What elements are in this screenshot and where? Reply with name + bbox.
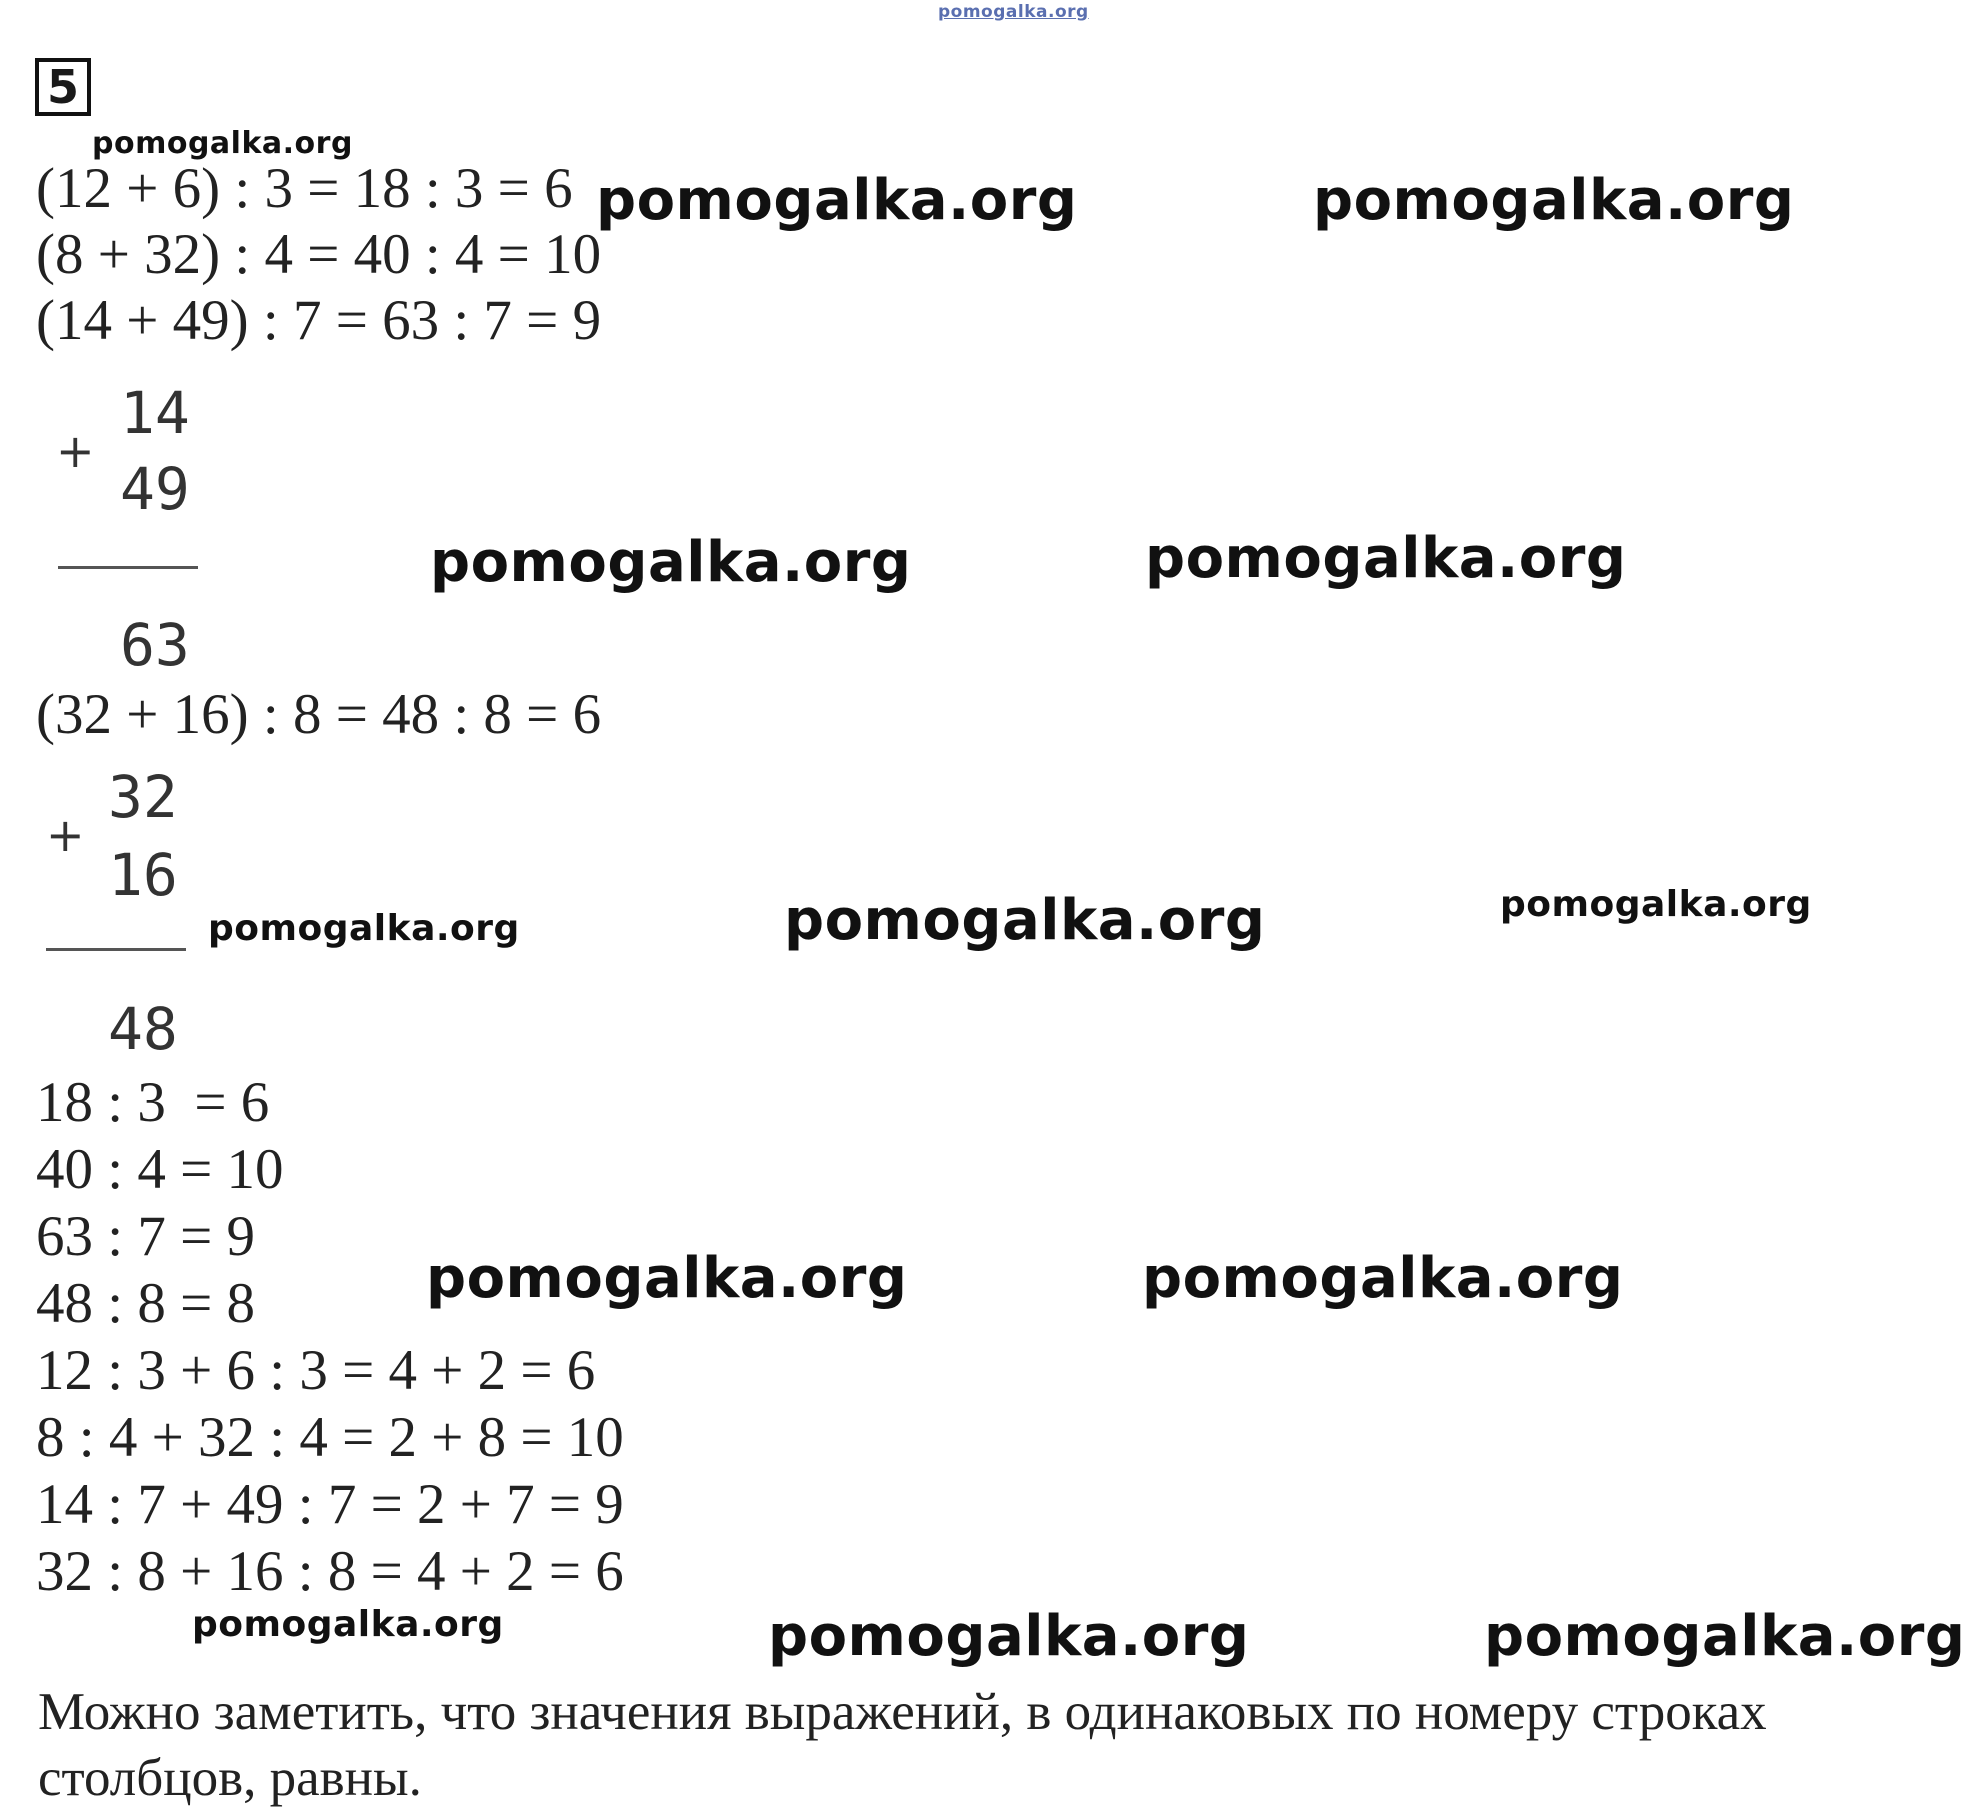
watermark: pomogalka.org bbox=[784, 888, 1266, 953]
watermark: pomogalka.org bbox=[1145, 526, 1627, 591]
watermark: pomogalka.org bbox=[1500, 884, 1812, 925]
expression-line: 8 : 4 + 32 : 4 = 2 + 8 = 10 bbox=[36, 1406, 624, 1469]
expression-line: (8 + 32) : 4 = 40 : 4 = 10 bbox=[36, 223, 602, 286]
plus-sign: + bbox=[46, 808, 85, 862]
expression-line: 48 : 8 = 8 bbox=[36, 1272, 255, 1335]
conclusion-line: Можно заметить, что значения выражений, в одинаковых по номеру строках bbox=[38, 1683, 1767, 1741]
conclusion-line: столбцов, равны. bbox=[38, 1749, 422, 1807]
addition-line bbox=[58, 566, 198, 569]
expression-line: (12 + 6) : 3 = 18 : 3 = 6 bbox=[36, 157, 573, 220]
watermark: pomogalka.org bbox=[1142, 1246, 1624, 1311]
watermark: pomogalka.org bbox=[92, 126, 353, 161]
problem-number: 5 bbox=[35, 58, 91, 116]
addition-result: 63 bbox=[120, 611, 190, 679]
watermark: pomogalka.org bbox=[1313, 168, 1795, 233]
watermark: pomogalka.org bbox=[192, 1604, 504, 1645]
addition-line bbox=[46, 948, 186, 951]
expression-line: 32 : 8 + 16 : 8 = 4 + 2 = 6 bbox=[36, 1540, 624, 1603]
addend-bottom: 49 bbox=[120, 455, 190, 523]
addend-top: 14 bbox=[120, 379, 190, 447]
addend-bottom: 16 bbox=[108, 841, 178, 909]
expression-line: 12 : 3 + 6 : 3 = 4 + 2 = 6 bbox=[36, 1339, 596, 1402]
expression-line: (14 + 49) : 7 = 63 : 7 = 9 bbox=[36, 289, 602, 352]
watermark: pomogalka.org bbox=[768, 1604, 1250, 1669]
watermark: pomogalka.org bbox=[208, 908, 520, 949]
expression-line: (32 + 16) : 8 = 48 : 8 = 6 bbox=[36, 683, 602, 746]
expression-line: 63 : 7 = 9 bbox=[36, 1205, 255, 1268]
watermark: pomogalka.org bbox=[596, 168, 1078, 233]
expression-line: 40 : 4 = 10 bbox=[36, 1138, 284, 1201]
expression-line: 14 : 7 + 49 : 7 = 2 + 7 = 9 bbox=[36, 1473, 624, 1536]
watermark-top: pomogalka.org bbox=[938, 2, 1089, 22]
watermark: pomogalka.org bbox=[1484, 1604, 1966, 1669]
expression-line: 18 : 3 = 6 bbox=[36, 1071, 270, 1134]
addend-top: 32 bbox=[108, 763, 178, 831]
plus-sign: + bbox=[56, 424, 95, 478]
watermark: pomogalka.org bbox=[426, 1246, 908, 1311]
watermark: pomogalka.org bbox=[430, 530, 912, 595]
addition-result: 48 bbox=[108, 995, 178, 1063]
